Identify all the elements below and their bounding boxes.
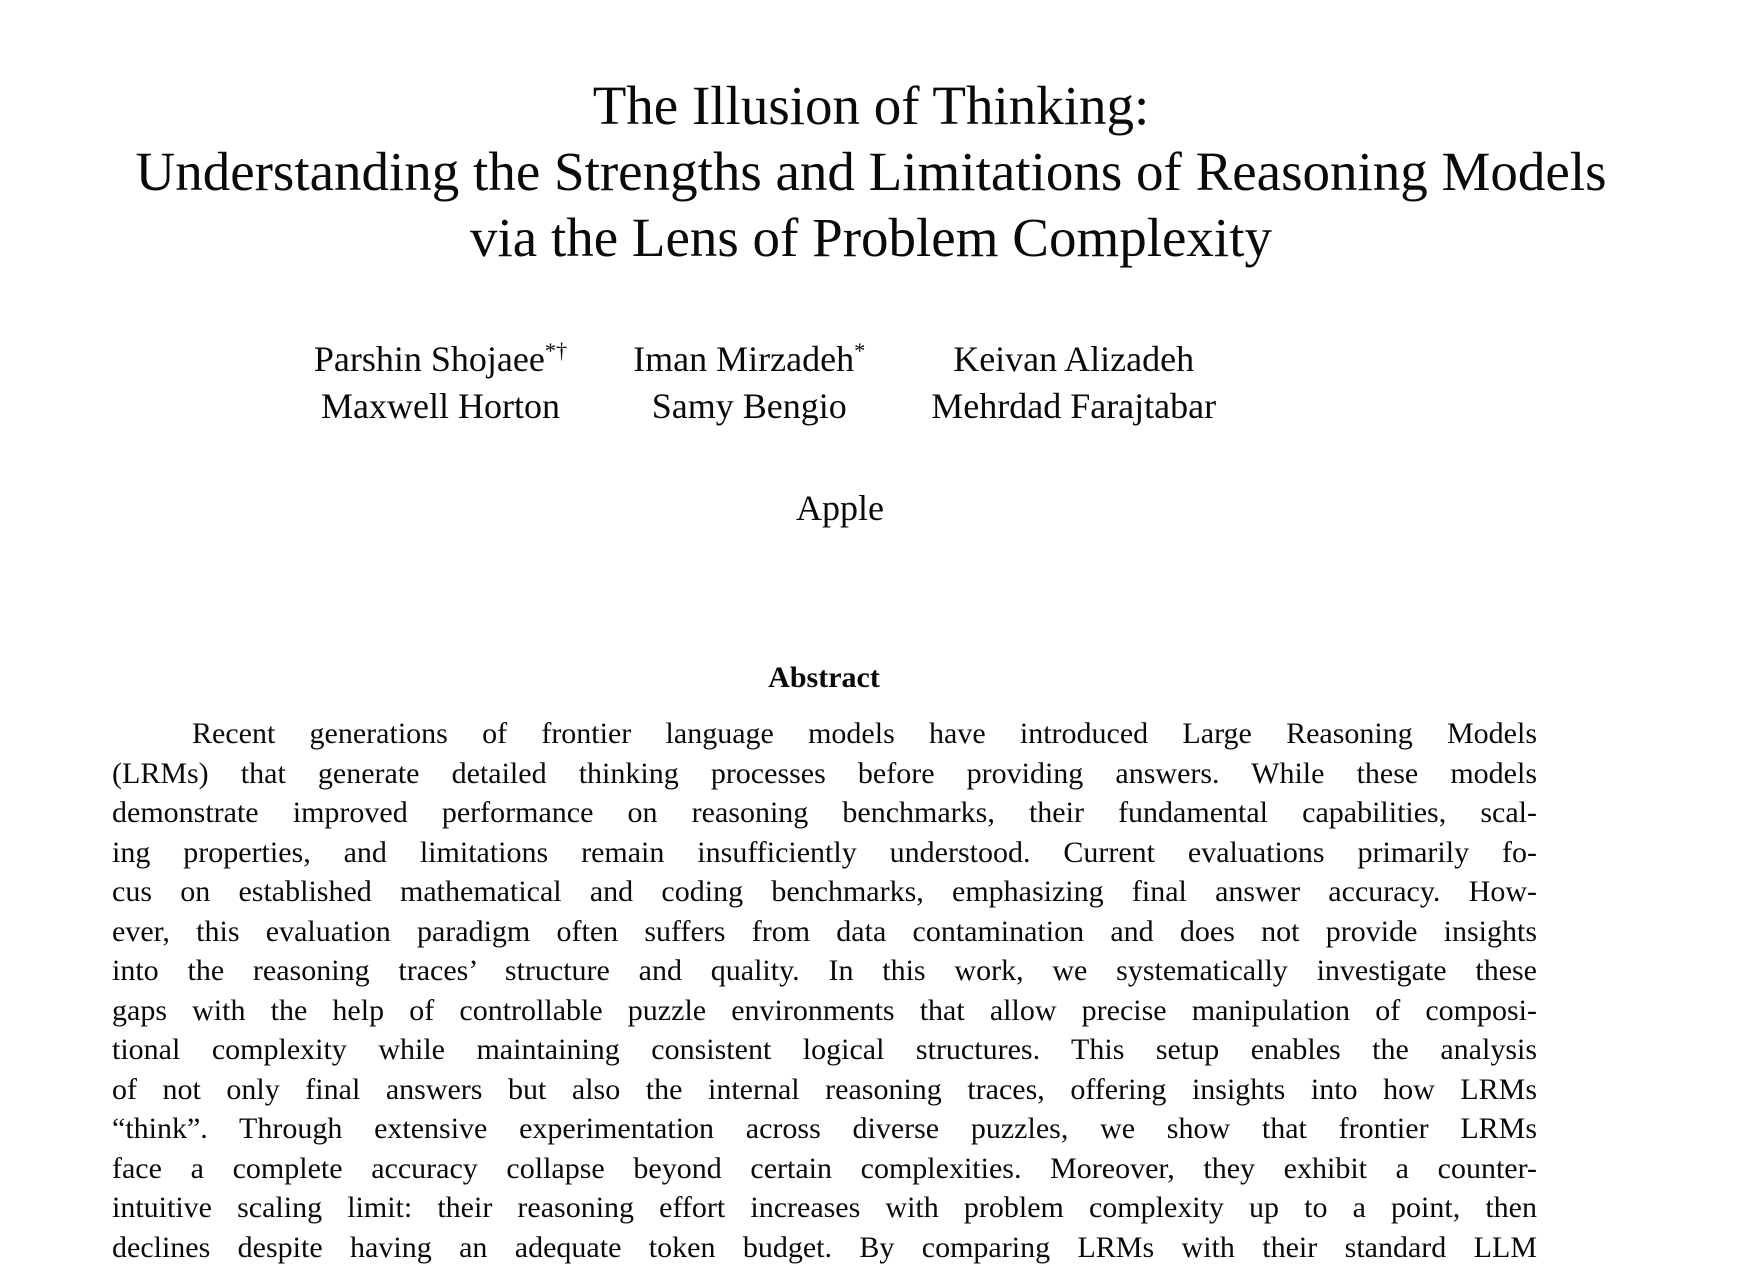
title-line-2: Understanding the Strengths and Limitations of Reasoning Models [135, 141, 1607, 202]
title-line-3: via the Lens of Problem Complexity [470, 207, 1272, 268]
author-name-text: Samy Bengio [651, 386, 847, 426]
title-line-1: The Illusion of Thinking: [592, 75, 1150, 136]
author-name [931, 336, 1216, 383]
abstract-line: tional complexity while maintaining consistent logical structures. This setup enables the analysis [112, 1033, 1537, 1066]
abstract-line: (LRMs) that generate detailed thinking processes before providing answers. While these models [112, 756, 1537, 790]
author-name [314, 383, 567, 430]
abstract-line: cus on established mathematical and coding benchmarks, emphasizing final answer accuracy. How- [112, 875, 1537, 908]
author-marks: *† [544, 338, 568, 363]
abstract-heading: Abstract [768, 661, 880, 694]
abstract-line: face a complete accuracy collapse beyond certain complexities. Moreover, they exhibit a counter- [112, 1151, 1537, 1185]
author-marks: * [854, 338, 866, 363]
abstract-line: demonstrate improved performance on reasoning benchmarks, their fundamental capabilities, scal- [112, 796, 1537, 829]
abstract-line: declines despite having an adequate token budget. By comparing LRMs with their standard LLM [112, 1230, 1537, 1264]
author-name [633, 336, 865, 383]
abstract-line: “think”. Through extensive experimentation across diverse puzzles, we show that frontier LRMs [112, 1112, 1537, 1145]
affiliation: Apple [796, 488, 884, 528]
author-block [314, 336, 1216, 430]
abstract-line: into the reasoning traces’ structure and quality. In this work, we systematically investigate these [112, 954, 1537, 987]
author-name-text: Parshin Shojaee [313, 339, 545, 379]
abstract-line: intuitive scaling limit: their reasoning effort increases with problem complexity up to a point, then [112, 1191, 1537, 1224]
abstract-line: gaps with the help of controllable puzzle environments that allow precise manipulation of composi- [112, 993, 1537, 1027]
abstract-line: ing properties, and limitations remain insufficiently understood. Current evaluations primarily fo- [112, 835, 1537, 869]
author-name-text: Keivan Alizadeh [953, 339, 1195, 379]
paper-title [0, 73, 1742, 271]
author-name [314, 336, 567, 383]
abstract-text [112, 714, 1537, 1267]
author-name [931, 383, 1216, 430]
author-name [633, 383, 865, 430]
author-name-text: Maxwell Horton [321, 386, 561, 426]
author-name-text: Mehrdad Farajtabar [931, 386, 1217, 426]
abstract-line: ever, this evaluation paradigm often suffers from data contamination and does not provide insights [112, 914, 1537, 948]
author-name-text: Iman Mirzadeh [633, 339, 855, 379]
abstract-line: of not only final answers but also the internal reasoning traces, offering insights into how LRMs [112, 1072, 1537, 1106]
abstract-line: Recent generations of frontier language models have introduced Large Reasoning Models [192, 717, 1537, 750]
